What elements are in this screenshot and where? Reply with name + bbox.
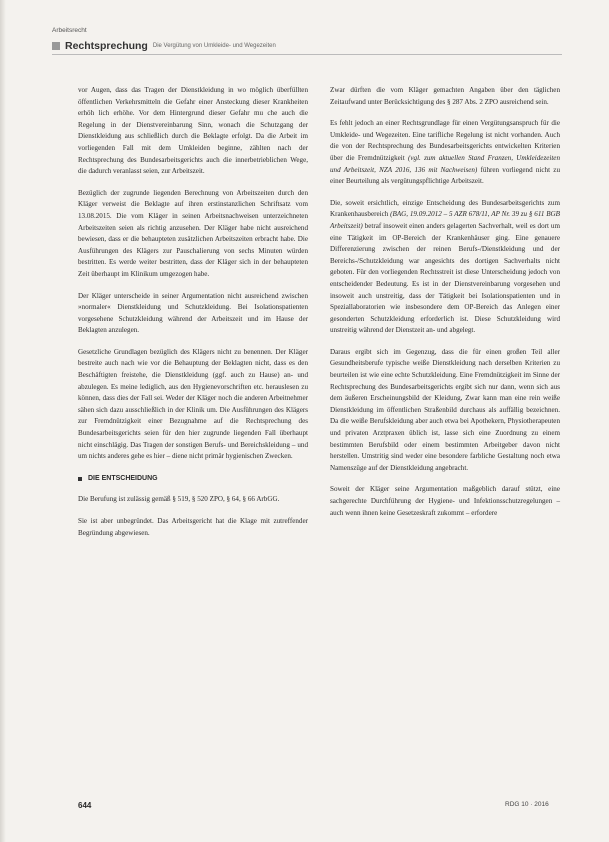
running-header xyxy=(52,38,562,55)
paragraph: Der Kläger unterscheide in seiner Argumentation nicht ausreichend zwischen »normaler« Dienstkleidung und Schutzkleidung. Bei Isolationspatienten vorgesehene Schutzkleidung während der Arbeitszeit und im Hause der Beklagten anzulegen. xyxy=(78,291,308,335)
paragraph: Daraus ergibt sich im Gegenzug, dass die für einen großen Teil aller Gesundheitsberufe typische weiße Dienstkleidung nach derselben Kriterien zu beurteilen ist wie eine echte Schutzkleidung. Eine Fremdnützigkeit im Sinne der Rechtsprechung des Bundesarbeitsgerichts ergibt sich nur dann, wenn sich aus dem äußeren Erscheinungsbild der Kleidung, Zwar kann man eine rein weiße Dienstkleidung im öffentlichen Straßenbild durchaus als auffällig bezeichnen. Da die weiße Berufskleidung aber auch etwa bei Apothekern, Physiotherapeuten und privaten Arztpraxen üblich ist, lasse sich eine Zuordnung zu einem bestimmten Berufsbild oder einem bestimmten Arbeitgeber davon nicht herstellen. Umstritig sind weder eine besondere farbliche Gestaltung noch etwa Namenszüge auf der Dienstkleidung angebracht. xyxy=(330,347,560,472)
paragraph-text: Die, soweit ersichtlich, einzige Entscheidung des Bundesarbeitsgerichts zum Krankenhausbereich xyxy=(330,198,560,219)
paragraph: vor Augen, dass das Tragen der Dienstkleidung in wo möglich überfüllten öffentlichen Verkehrsmitteln die Gefahr einer Ansteckung dieser Krankheiten erhöh lich erhöhe. Vor dem Hintergrund dieser Gefahr mu che auch die Regelung in der Dienstvereinbarung Sinn, wonach die Schutzgang der Dienstkleidung aus schließlich durch die Beklagte erfolgt. Da die Arbeit im vorliegenden Fall mit dem Umkleiden beginne, zählten nach der Rechtsprechung des Bundesarbeitsgerichts auch die innerbetrieblichen Wege, die dadurch veranlasst seien, zur Arbeitszeit. xyxy=(78,86,308,176)
citation: (vgl. zum aktuellen Stand Franzen, Umkleidezeiten und Arbeitszeit, NZA 2016, 136 mit Nachweisen) xyxy=(330,153,560,174)
right-column xyxy=(330,85,560,529)
paragraph: Sie ist aber unbegründet. Das Arbeitsgericht hat die Klage mit zutreffender Begründung abgewiesen. xyxy=(78,517,308,537)
square-bullet-icon xyxy=(78,477,82,481)
header-title: Rechtsprechung xyxy=(65,40,148,52)
citation: (BAG, 19.09.2012 – 5 AZR 678/11, AP Nr. 39 zu § 611 BGB Arbeitszeit) xyxy=(330,210,560,230)
page-number: 644 xyxy=(78,801,92,810)
paragraph-text: betraf insoweit einen anders gelagerten Sachverhalt, weil es dort um eine Tätigkeit im OP-Bereich der Krankenhäuser ging. Eine genauere Differenzierung zwischen der reinen Berufs-/Dienstkleidung und der Bereichs-/Schutzkleidung war angesichts des dortigen Sachverhalts nicht geboten. Für den vorliegenden Rechtsstreit ist diese Unterscheidung jedoch von entscheidender Bedeutung. Es ist in der Dienstvereinbarung vorgesehen und insoweit auch unstreitig, dass der Tätigkeit bei Isolationspatienten und in Speziallaboratorien wie insbesondere dem OP-Bereich das Anlegen einer gesonderten Schutzkleidung erforderlich ist. Diese Schutzkleidung wird unstreitig während der Dienstzeit an- und abgelegt. xyxy=(330,221,560,335)
paragraph: Gesetzliche Grundlagen bezüglich des Klägers nicht zu benennen. Der Kläger bestreite auch nach wie vor die Behauptung der Beklagten nicht, dass es den Beschäftigten freistehe, die Dienstkleidung (ggf. auch zu Hause) an- und abzulegen. Es meine lediglich, aus den Hygienevorschriften etc. herauslesen zu können, dass dies der Fall sei. Weder der Kläger noch die anderen Arbeitnehmer sähen sich dazu ausschließlich in der Klinik um. Die Ausführungen des Klägers zur Fremdnützigkeit einer Bezugnahme auf die Rechtsprechung des Bundesarbeitsgerichts seien für den hier zugrunde liegenden Fall überhaupt nicht einschlägig. Das Tragen der sonstigen Berufs- und Bereichskleidung – und um nichts anderes gehe es hier – diene nicht primär hygienischen Zwecken. xyxy=(78,347,308,461)
paragraph xyxy=(330,118,560,188)
paragraph: Soweit der Kläger seine Argumentation maßgeblich darauf stützt, eine sachgerechte Durchführung der Hygiene- und Infektionsschutzregelungen – auch wenn ihnen keine Gesetzeskraft zukommt – erfordere xyxy=(330,485,560,517)
journal-reference: RDG 10 · 2016 xyxy=(505,801,549,808)
paragraph xyxy=(330,198,560,337)
paragraph-text: Es fehlt jedoch an einer Rechtsgrundlage für einen Vergütungsanspruch für die Umkleide- und Wegezeiten. Eine tarifliche Regelung ist nicht vorhanden. Auch die von der Rechtsprechung des Bundesarbeitsgerichts entwickelten Kriterien über die Fremdnützigkeit xyxy=(330,119,560,162)
section-label: Arbeitsrecht xyxy=(52,27,87,34)
section-heading xyxy=(78,473,308,485)
header-subtitle: Die Vergütung von Umkleide- und Wegezeiten xyxy=(152,43,276,49)
page-edge-shadow xyxy=(0,0,6,842)
paragraph: Bezüglich der zugrunde liegenden Berechnung von Arbeitszeiten durch den Kläger verweist die Beklagte auf ihren erstinstanzlichen Schriftsatz vom 13.08.2015. Die vom Kläger in seinen Arbeitsnachweisen unterzeichneten Arbeitszeiten seien als richtig anzusehen. Der Kläger habe nicht ausreichend bewiesen, dass er die behaupteten zusätzlichen Arbeitszeiten erbracht habe. Die Ausführungen des Klägers zur Pauschalierung von sechs Minuten würden bestritten. Es werde weiter bestritten, dass der Kläger sich in der behaupteten Zeit überhaupt im Klinikum umgezogen habe. xyxy=(78,188,308,278)
paragraph: Zwar dürften die vom Kläger gemachten Angaben über den täglichen Zeitaufwand unter Berücksichtigung des § 287 Abs. 2 ZPO ausreichend sein. xyxy=(330,86,560,106)
left-column xyxy=(78,85,308,549)
section-heading-text: DIE ENTSCHEIDUNG xyxy=(88,474,158,482)
paragraph-text: führen vorliegend nicht zu einer Beurteilung als vergütungspflichtige Arbeitszeit. xyxy=(330,165,561,186)
paragraph: Die Berufung ist zulässig gemäß § 519, § 520 ZPO, § 64, § 66 ArbGG. xyxy=(78,495,280,504)
header-square-icon xyxy=(52,42,60,50)
